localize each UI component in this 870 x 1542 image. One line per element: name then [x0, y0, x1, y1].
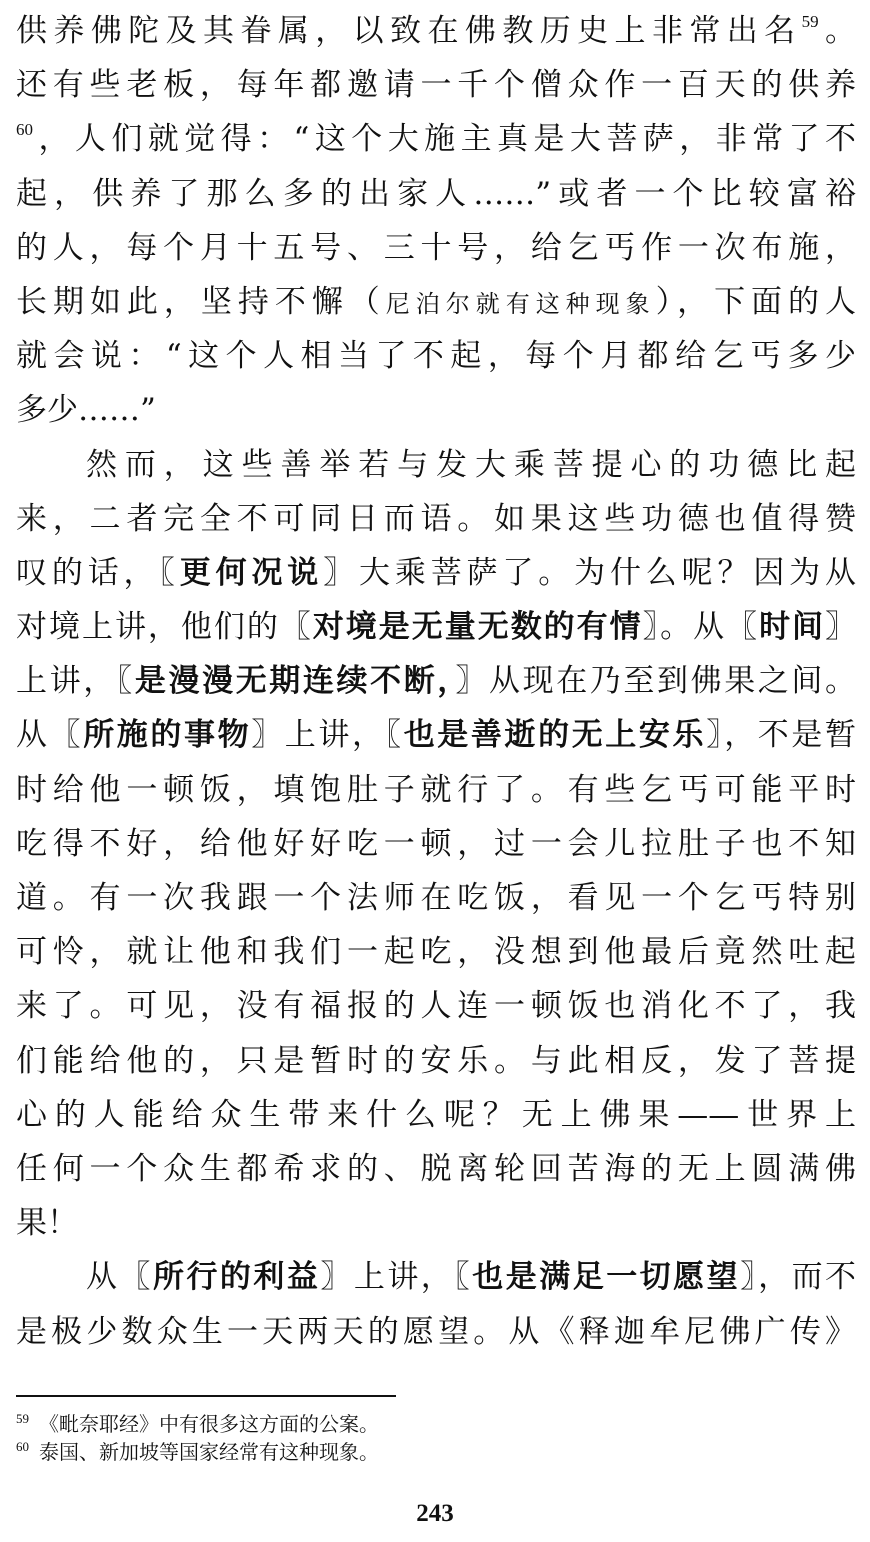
footnote-text: 《毗奈耶经》中有很多这方面的公案。: [39, 1412, 379, 1436]
quoted-root-text: 是漫漫无期连续不断，: [134, 663, 456, 700]
text-line: 任何一个众生都希求的、脱离轮回苦海的无上圆满佛: [16, 1150, 856, 1187]
text-line: 长期如此，坚持不懈（尼泊尔就有这种现象），下面的人: [16, 283, 856, 320]
text-line: 对境上讲，他们的〖对境是无量无数的有情〗。从〖时间〗: [16, 609, 856, 646]
footnote-ref-59[interactable]: 59: [801, 12, 819, 31]
footnote-divider: [16, 1395, 396, 1397]
text-line: 来了。可见，没有福报的人连一顿饭也消化不了，我: [16, 988, 856, 1025]
text-line: 叹的话，〖更何况说〗大乘菩萨了。为什么呢？因为从: [16, 554, 856, 591]
footnote-number: 60: [16, 1439, 29, 1454]
footnotes: [16, 1410, 856, 1466]
footnote-ref-60[interactable]: 60: [16, 120, 33, 140]
quoted-root-text: 时间: [759, 609, 826, 646]
text-line: 从〖所施的事物〗上讲，〖也是善逝的无上安乐〗，不是暂: [16, 717, 856, 754]
quoted-root-text: 也是善逝的无上安乐: [403, 717, 707, 754]
quoted-root-text: 对境是无量无数的有情: [312, 609, 643, 646]
text-line: 上讲，〖是漫漫无期连续不断，〗从现在乃至到佛果之间。: [16, 663, 856, 700]
text-line: 时给他一顿饭，填饱肚子就行了。有些乞丐可能平时: [16, 771, 856, 808]
page-number: 243: [416, 1500, 454, 1527]
paragraph-start: 然而，这些善举若与发大乘菩提心的功德比起: [86, 446, 856, 483]
footnote-text: 泰国、新加坡等国家经常有这种现象。: [39, 1440, 379, 1464]
text-line: 供养佛陀及其眷属，以致在佛教历史上非常出名$^{59}$。: [16, 12, 856, 49]
text-line: 道。有一次我跟一个法师在吃饭，看见一个乞丐特别: [16, 880, 856, 916]
paragraph-start: 从〖所行的利益〗上讲，〖也是满足一切愿望〗，而不: [86, 1259, 856, 1296]
text-line: 的人，每个月十五号、三十号，给乞丐作一次布施，: [16, 229, 856, 266]
text-line: 来，二者完全不可同日而语。如果这些功德也值得赞: [16, 500, 856, 537]
text-line: 就会说：“这个人相当了不起，每个月都给乞丐多少: [16, 338, 856, 375]
quoted-root-text: 所施的事物: [83, 717, 252, 754]
footnote-number: 59: [16, 1411, 29, 1426]
text-line: 起，供养了那么多的出家人……”或者一个比较富裕: [16, 175, 856, 212]
text-line: 是极少数众生一天两天的愿望。从《释迦牟尼佛广传》: [16, 1313, 856, 1350]
text-line: 们能给他的，只是暂时的安乐。与此相反，发了菩提: [16, 1042, 856, 1079]
quoted-root-text: 更何况说: [179, 554, 324, 591]
text-line: 吃得不好，给他好好吃一顿，过一会儿拉肚子也不知: [16, 825, 856, 862]
text-line: 可怜，就让他和我们一起吃，没想到他最后竟然吐起: [16, 934, 856, 971]
footnote-60: [16, 1438, 856, 1466]
text-line: 多少……”: [16, 392, 156, 429]
footnote-59: [16, 1410, 856, 1438]
quoted-root-text: 所行的利益: [152, 1259, 321, 1296]
text-line: 还有些老板，每年都邀请一千个僧众作一百天的供养: [16, 67, 856, 104]
text-line: $^{60}$，人们就觉得：“这个大施主真是大菩萨，非常了不: [16, 120, 856, 158]
text-line: 果！: [16, 1205, 78, 1242]
text-line: 心的人能给众生带来什么呢？无上佛果——世界上: [16, 1096, 856, 1133]
parenthetical-note: 尼泊尔就有这种现象: [385, 289, 656, 318]
body-text: [16, 4, 856, 1359]
quoted-root-text: 也是满足一切愿望: [472, 1259, 741, 1296]
